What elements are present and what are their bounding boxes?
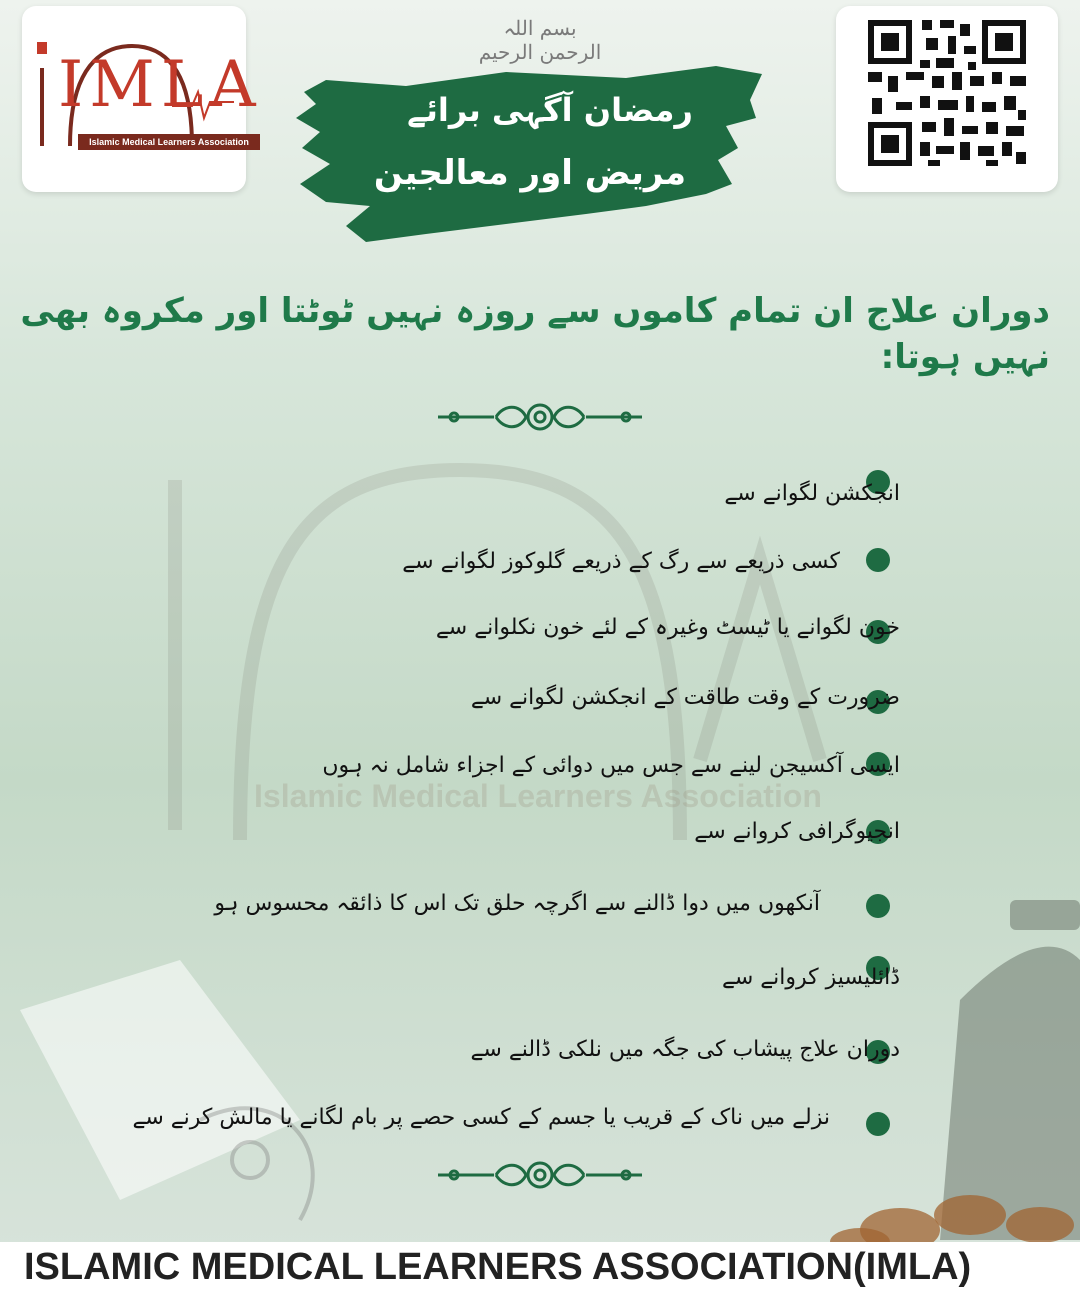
- list-item: آنکھوں میں دوا ڈالنے سے اگرچہ حلق تک اس کا ذائقہ محسوس ہو: [214, 891, 820, 916]
- ornament-divider-bottom: [434, 1158, 646, 1192]
- logo-card: [22, 6, 262, 192]
- qr-card: [836, 6, 1058, 192]
- list-item: انجیوگرافی کروانے سے: [694, 819, 900, 844]
- bullet-7: [866, 894, 890, 918]
- bullet-10: [866, 1112, 890, 1136]
- watermark-text: Islamic Medical Learners Association: [254, 778, 822, 814]
- bismillah-calligraphy: بسم اللہ الرحمن الرحیم: [478, 16, 602, 64]
- list-item: دوران علاج پیشاب کی جگہ میں نلکی ڈالنے سے: [470, 1037, 900, 1062]
- list-item: خون لگوانے یا ٹیسٹ وغیرہ کے لئے خون نکلوانے سے: [435, 615, 900, 640]
- page-heading: دوران علاج ان تمام کاموں سے روزہ نہیں ٹوٹتا اور مکروہ بھی نہیں ہوتا:: [20, 291, 1050, 377]
- logo-brand: IMLA: [58, 48, 262, 122]
- list-item: کسی ذریعے سے رگ کے ذریعے گلوکوز لگوانے سے: [402, 549, 840, 574]
- list-item: ڈائلیسیز کروانے سے: [721, 965, 900, 990]
- list-item: انجکشن لگوانے سے: [724, 481, 900, 506]
- banner-title-line1: رمضان آگہی برائے: [407, 91, 693, 129]
- footer-organization-name: ISLAMIC MEDICAL LEARNERS ASSOCIATION(IMLA): [24, 1246, 972, 1288]
- list-item: نزلے میں ناک کے قریب یا جسم کے کسی حصے پر بام لگانے یا مالش کرنے سے: [132, 1105, 830, 1130]
- ornament-divider-top: [434, 400, 646, 434]
- logo-subtitle: Islamic Medical Learners Association: [78, 134, 260, 150]
- bullet-2: [866, 548, 890, 572]
- list-item: ایسی آکسیجن لینے سے جس میں دوائی کے اجزاء شامل نہ ہوں: [322, 753, 900, 778]
- banner-title-line2: مریض اور معالجین: [373, 153, 687, 193]
- list-item: ضرورت کے وقت طاقت کے انجکشن لگوانے سے: [470, 685, 900, 710]
- qr-code-icon: [836, 6, 1058, 192]
